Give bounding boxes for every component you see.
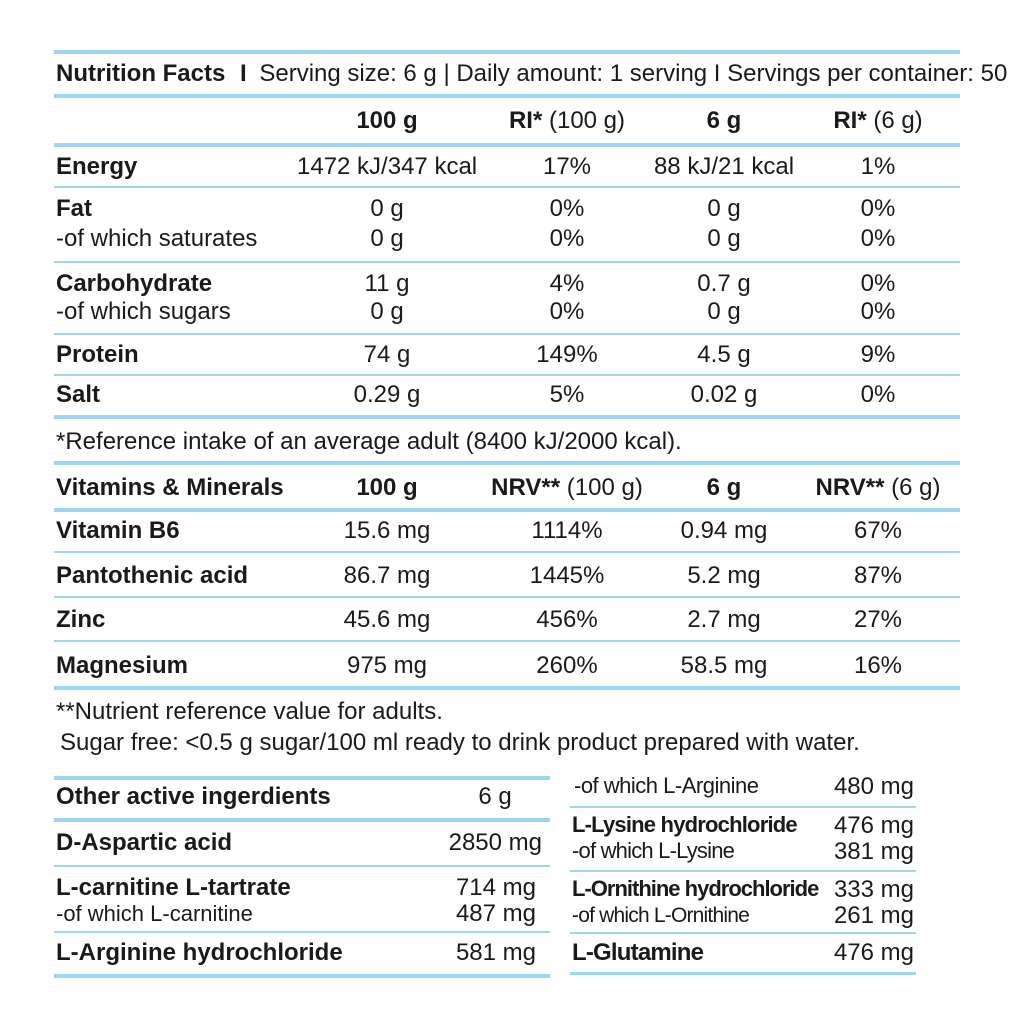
rule bbox=[54, 143, 960, 147]
cell-value: 4.5 g bbox=[697, 341, 751, 368]
rule bbox=[54, 551, 960, 553]
ingredient-value: 476 mg bbox=[833, 812, 914, 839]
ingredient-value: 2850 mg bbox=[448, 829, 542, 856]
row-label: Magnesium bbox=[56, 652, 189, 679]
cell-value: 9% bbox=[860, 341, 896, 368]
cell-value: 0.02 g bbox=[690, 381, 758, 408]
cell-value: 0.29 g bbox=[353, 381, 421, 408]
ingredient-name: L-carnitine L-tartrate bbox=[56, 874, 291, 901]
ingredient-value: 480 mg bbox=[833, 773, 914, 800]
ingredient-name: -of which L-carnitine bbox=[56, 901, 253, 926]
cell-value: 1445% bbox=[529, 562, 605, 589]
rule bbox=[54, 640, 960, 642]
rule bbox=[54, 333, 960, 335]
ingredient-value: 487 mg bbox=[455, 900, 536, 927]
cell-value: 67% bbox=[853, 517, 903, 544]
row-label: Energy bbox=[56, 153, 138, 180]
cell-value: 11 g bbox=[364, 270, 410, 297]
ingredient-value: 261 mg bbox=[833, 902, 914, 929]
rule bbox=[54, 596, 960, 598]
cell-value: 86.7 mg bbox=[343, 562, 431, 589]
rule bbox=[54, 974, 550, 978]
cell-value: 58.5 mg bbox=[680, 652, 768, 679]
cell-value: 0 g bbox=[370, 195, 404, 222]
cell-value: 45.6 mg bbox=[343, 606, 431, 633]
cell-value: 15.6 mg bbox=[343, 517, 431, 544]
cell-value: 0 g bbox=[707, 195, 741, 222]
rule bbox=[54, 686, 960, 690]
cell-value: 0% bbox=[549, 195, 585, 222]
cell-value: 5.2 mg bbox=[687, 562, 761, 589]
header-row bbox=[56, 62, 1007, 86]
rule bbox=[54, 50, 960, 54]
other-ingredients-amount: 6 g bbox=[478, 783, 512, 810]
cell-value: 0% bbox=[860, 270, 896, 297]
rule bbox=[54, 261, 960, 263]
ingredient-name: D-Aspartic acid bbox=[56, 829, 233, 856]
cell-value: 87% bbox=[853, 562, 903, 589]
cell-value: 0 g bbox=[707, 298, 741, 325]
ingredient-name: L-Arginine hydrochloride bbox=[56, 939, 343, 966]
cell-value: 27% bbox=[853, 606, 903, 633]
ri-footnote: *Reference intake of an average adult (8400 kJ/2000 kcal). bbox=[56, 428, 682, 455]
rule bbox=[54, 374, 960, 376]
ingredient-value: 476 mg bbox=[833, 939, 914, 966]
row-label: Fat bbox=[56, 195, 92, 222]
row-label: Vitamin B6 bbox=[56, 517, 180, 544]
rule bbox=[570, 972, 916, 975]
rule bbox=[54, 931, 550, 933]
cell-value: 1% bbox=[860, 153, 896, 180]
cell-value: 0% bbox=[860, 195, 896, 222]
vitamins-title: Vitamins & Minerals bbox=[56, 474, 284, 501]
rule bbox=[54, 94, 960, 98]
rule bbox=[570, 870, 916, 872]
ingredient-name: -of which L-Ornithine bbox=[572, 904, 749, 927]
col-header-100g: 100 g bbox=[356, 474, 418, 501]
cell-value: 456% bbox=[536, 606, 598, 633]
ingredient-value: 581 mg bbox=[455, 939, 536, 966]
cell-value: 17% bbox=[542, 153, 592, 180]
cell-value: 4% bbox=[549, 270, 585, 297]
rule bbox=[54, 776, 550, 780]
cell-value: 260% bbox=[536, 652, 598, 679]
col-header-nrv100: NRV** (100 g) bbox=[491, 474, 643, 501]
other-ingredients-title: Other active ingerdients bbox=[56, 783, 331, 810]
cell-value: 0 g bbox=[370, 225, 404, 252]
rule bbox=[54, 415, 960, 419]
rule bbox=[54, 865, 550, 867]
rule bbox=[54, 461, 960, 465]
cell-value: 1472 kJ/347 kcal bbox=[297, 153, 478, 180]
ingredient-name: -of which L-Lysine bbox=[572, 838, 735, 863]
nrv-footnote: **Nutrient reference value for adults. bbox=[56, 698, 443, 725]
row-label: Pantothenic acid bbox=[56, 562, 249, 589]
serving-info: Serving size: 6 g | Daily amount: 1 serving I Servings per container: 50 bbox=[259, 60, 1008, 87]
cell-value: 0.94 mg bbox=[680, 517, 768, 544]
ingredient-name: L-Ornithine hydrochloride bbox=[572, 876, 819, 901]
cell-value: 0 g bbox=[370, 298, 404, 325]
cell-value: 0% bbox=[549, 298, 585, 325]
row-label: -of which saturates bbox=[56, 225, 258, 252]
col-header-100g: 100 g bbox=[356, 107, 418, 134]
cell-value: 74 g bbox=[363, 341, 411, 368]
nutrition-facts-title: Nutrition Facts bbox=[56, 60, 226, 87]
cell-value: 5% bbox=[549, 381, 585, 408]
rule bbox=[570, 932, 916, 934]
row-label: Carbohydrate bbox=[56, 270, 213, 297]
cell-value: 0% bbox=[860, 381, 896, 408]
col-header-nrv6: NRV** (6 g) bbox=[815, 474, 941, 501]
cell-value: 0.7 g bbox=[697, 270, 751, 297]
ingredient-name: L-Lysine hydrochloride bbox=[572, 812, 797, 837]
row-label: Zinc bbox=[56, 606, 106, 633]
row-label: Salt bbox=[56, 381, 101, 408]
cell-value: 0 g bbox=[707, 225, 741, 252]
col-header-6g: 6 g bbox=[706, 474, 742, 501]
cell-value: 88 kJ/21 kcal bbox=[653, 153, 795, 180]
rule bbox=[54, 186, 960, 188]
col-header-ri100: RI* (100 g) bbox=[508, 107, 626, 134]
header-separator: I bbox=[240, 60, 247, 87]
row-label: -of which sugars bbox=[56, 298, 231, 325]
ingredient-value: 333 mg bbox=[833, 876, 914, 903]
sugar-free-note: Sugar free: <0.5 g sugar/100 ml ready to drink product prepared with water. bbox=[60, 729, 860, 756]
row-label: Protein bbox=[56, 341, 139, 368]
cell-value: 975 mg bbox=[346, 652, 428, 679]
cell-value: 0% bbox=[549, 225, 585, 252]
ingredient-name: L-Glutamine bbox=[572, 939, 704, 966]
ingredient-value: 381 mg bbox=[833, 838, 914, 865]
cell-value: 0% bbox=[860, 225, 896, 252]
rule bbox=[54, 508, 960, 512]
cell-value: 2.7 mg bbox=[687, 606, 761, 633]
ingredient-value: 714 mg bbox=[455, 874, 536, 901]
col-header-ri6: RI* (6 g) bbox=[833, 107, 923, 134]
cell-value: 149% bbox=[536, 341, 598, 368]
ingredient-name: -of which L-Arginine bbox=[574, 773, 759, 798]
cell-value: 1114% bbox=[531, 517, 603, 544]
rule bbox=[54, 818, 550, 822]
rule bbox=[570, 806, 916, 808]
cell-value: 16% bbox=[853, 652, 903, 679]
cell-value: 0% bbox=[860, 298, 896, 325]
col-header-6g: 6 g bbox=[706, 107, 742, 134]
